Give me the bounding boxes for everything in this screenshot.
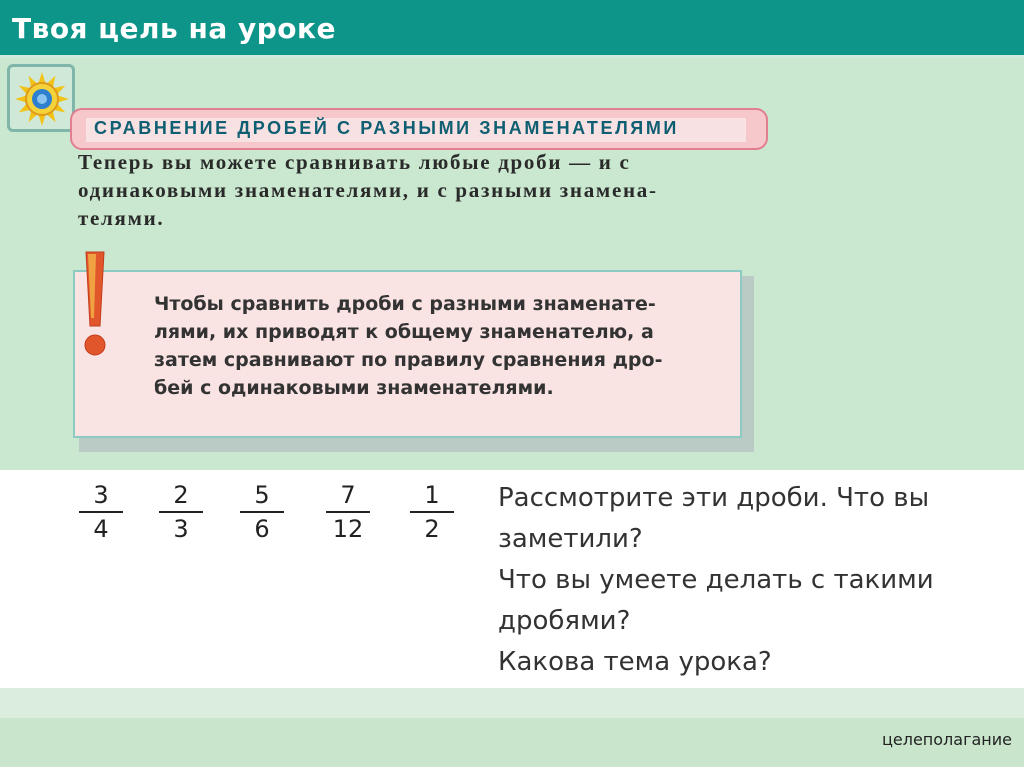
question-line: Какова тема урока? xyxy=(498,647,772,677)
fraction-denominator: 12 xyxy=(332,515,364,543)
rule-line: бей с одинаковыми знаменателями. xyxy=(154,377,554,399)
question-line: Что вы умеете делать с такими xyxy=(498,565,934,595)
fraction-denominator: 3 xyxy=(173,515,189,543)
paragraph-line: телями. xyxy=(78,206,165,230)
fraction-numerator: 2 xyxy=(173,481,189,509)
questions-text xyxy=(498,478,998,683)
fraction-denominator: 6 xyxy=(254,515,270,543)
fraction xyxy=(410,480,454,544)
fraction-denominator: 2 xyxy=(424,515,440,543)
fraction-bar xyxy=(410,511,454,513)
intro-paragraph xyxy=(78,148,758,232)
sun-icon xyxy=(12,69,72,129)
exclamation-icon xyxy=(80,248,110,368)
exercise-area xyxy=(0,470,1024,688)
rule-line: лями, их приводят к общему знаменателю, а xyxy=(154,321,654,343)
fraction-numerator: 1 xyxy=(424,481,440,509)
fraction-numerator: 3 xyxy=(93,481,109,509)
question-line: дробями? xyxy=(498,606,631,636)
fraction xyxy=(159,480,203,544)
rule-text xyxy=(154,290,736,402)
paragraph-line: Теперь вы можете сравнивать любые дроби — и с xyxy=(78,150,631,174)
question-line: Рассмотрите эти дроби. Что вы xyxy=(498,483,930,513)
paragraph-line: одинаковыми знаменателями, и с разными знамена- xyxy=(78,178,658,202)
fraction xyxy=(326,480,370,544)
fraction-bar xyxy=(79,511,123,513)
sun-icon-frame xyxy=(7,64,75,132)
fraction-bar xyxy=(240,511,284,513)
fraction-bar xyxy=(326,511,370,513)
footer-band xyxy=(0,688,1024,718)
section-heading xyxy=(70,108,768,150)
fraction-bar xyxy=(159,511,203,513)
rule-line: Чтобы сравнить дроби с разными знаменате- xyxy=(154,293,656,315)
rule-line: затем сравнивают по правилу сравнения дро- xyxy=(154,349,663,371)
section-title: СРАВНЕНИЕ ДРОБЕЙ С РАЗНЫМИ ЗНАМЕНАТЕЛЯМИ xyxy=(94,118,679,138)
footer-label: целеполагание xyxy=(882,730,1012,749)
textbook-excerpt xyxy=(0,58,1024,470)
header-bar xyxy=(0,0,1024,58)
question-line: заметили? xyxy=(498,524,643,554)
fraction xyxy=(240,480,284,544)
fraction-numerator: 5 xyxy=(254,481,270,509)
fraction-denominator: 4 xyxy=(93,515,109,543)
footer-band xyxy=(0,718,1024,767)
fraction-numerator: 7 xyxy=(340,481,356,509)
page-title: Твоя цель на уроке xyxy=(12,12,336,45)
fraction xyxy=(79,480,123,544)
